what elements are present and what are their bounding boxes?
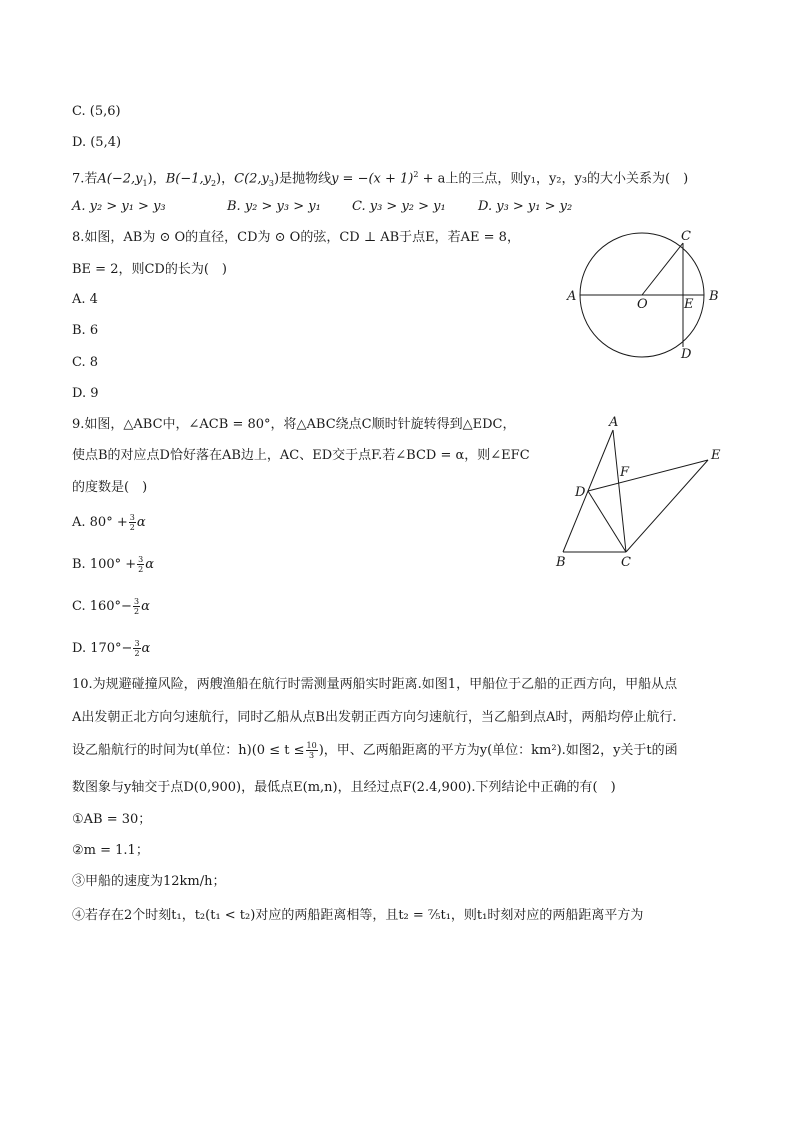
q6-option-d: D. (5,4): [72, 135, 122, 150]
q10-item-2: ②m = 1.1；: [72, 843, 149, 858]
q9-option-b: B. 100° + $\frac{3}{2}$ α: [72, 555, 155, 574]
label-c: C: [621, 555, 631, 570]
fraction: $\frac{3}{2}$: [138, 555, 144, 574]
q9-stem-line1: 9.如图，△ABC中，∠ACB = 80°，将△ABC绕点C顺时针旋转得到△EDC，: [72, 417, 516, 432]
q10-item-1: ①AB = 30；: [72, 812, 152, 827]
label-o: O: [637, 297, 648, 312]
q10-stem-line4: 数图象与y轴交于点D(0,900)，最低点E(m,n)，且经过点F(2.4,900).下列结论中正确的有( ): [72, 780, 616, 795]
q10-stem-line2: A出发朝正北方向匀速航行，同时乙船从点B出发朝正西方向匀速航行，当乙船到点A时，两船均停止航行.: [72, 710, 677, 725]
q10-item-3: ③甲船的速度为12km/h；: [72, 874, 226, 889]
label-b: B: [709, 289, 719, 304]
q9-stem-line2: 使点B的对应点D恰好落在AB边上，AC、ED交于点F.若∠BCD = α，则∠EFC: [72, 448, 530, 463]
fraction: $\frac{3}{2}$: [134, 639, 140, 658]
q8-option-a: A. 4: [72, 292, 98, 307]
q10-stem-line3: 设乙船航行的时间为t(单位：h)(0 ≤ t ≤ $\frac{10}{3}$ )，甲、乙两船距离的平方为y(单位：km²).如图2，y关于t的函: [72, 741, 678, 760]
side-de: [588, 460, 708, 491]
q8-stem-line1: 8.如图，AB为 ⊙ O的直径，CD为 ⊙ O的弦，CD ⊥ AB于点E，若AE = 8，: [72, 230, 520, 245]
q10-stem-line1: 10.为规避碰撞风险，两艘渔船在航行时需测量两船实时距离.如图1，甲船位于乙船的正西方向，甲船从点: [72, 677, 678, 692]
q8-option-b: B. 6: [72, 323, 99, 338]
q9-option-c: C. 160°− $\frac{3}{2}$ α: [72, 597, 150, 616]
q8-option-c: C. 8: [72, 355, 99, 370]
label-d: D: [575, 485, 586, 500]
q7-option-a: A. y₂ > y₁ > y₃: [72, 199, 166, 214]
label-e: E: [711, 448, 721, 463]
label-d: D: [681, 347, 692, 362]
label-a: A: [567, 289, 577, 304]
radius-oc: [642, 243, 683, 295]
q7-stem: 7.若$A(-2,y_1)$，$B(-1,y_2)$，$C(2,y_3)$是抛物线$y = -(x + 1)^2 + a$上的三点，则y₁，y₂，y₃的大小关系为( ): [72, 170, 689, 188]
label-c: C: [681, 229, 691, 244]
label-b: B: [556, 555, 566, 570]
side-ec: [626, 460, 708, 552]
q9-triangle-figure: [548, 410, 734, 570]
q9-option-d: D. 170°− $\frac{3}{2}$ α: [72, 639, 151, 658]
q10-item-4: ④若存在2个时刻t₁，t₂(t₁ < t₂)对应的两船距离相等，且t₂ = ⁷⁄₅t₁，则t₁时刻对应的两船距离平方为: [72, 908, 644, 923]
q9-stem-line3: 的度数是( ): [72, 480, 148, 495]
q8-stem-line2: BE = 2，则CD的长为( ): [72, 262, 227, 277]
label-f: F: [620, 465, 630, 480]
fraction: $\frac{3}{2}$: [133, 597, 140, 616]
fraction: $\frac{3}{2}$: [129, 513, 135, 532]
q8-option-d: D. 9: [72, 386, 99, 401]
q7-option-d: D. y₃ > y₁ > y₂: [478, 199, 573, 214]
label-a: A: [609, 415, 619, 430]
q7-option-c: C. y₃ > y₂ > y₁: [352, 199, 446, 214]
q6-option-c: C. (5,6): [72, 104, 121, 119]
fraction: $\frac{10}{3}$: [306, 741, 317, 760]
q8-circle-figure: [560, 225, 730, 365]
q9-option-a: A. 80° + $\frac{3}{2}$ α: [72, 513, 146, 532]
label-e: E: [684, 297, 694, 312]
q7-option-b: B. y₂ > y₃ > y₁: [227, 199, 321, 214]
